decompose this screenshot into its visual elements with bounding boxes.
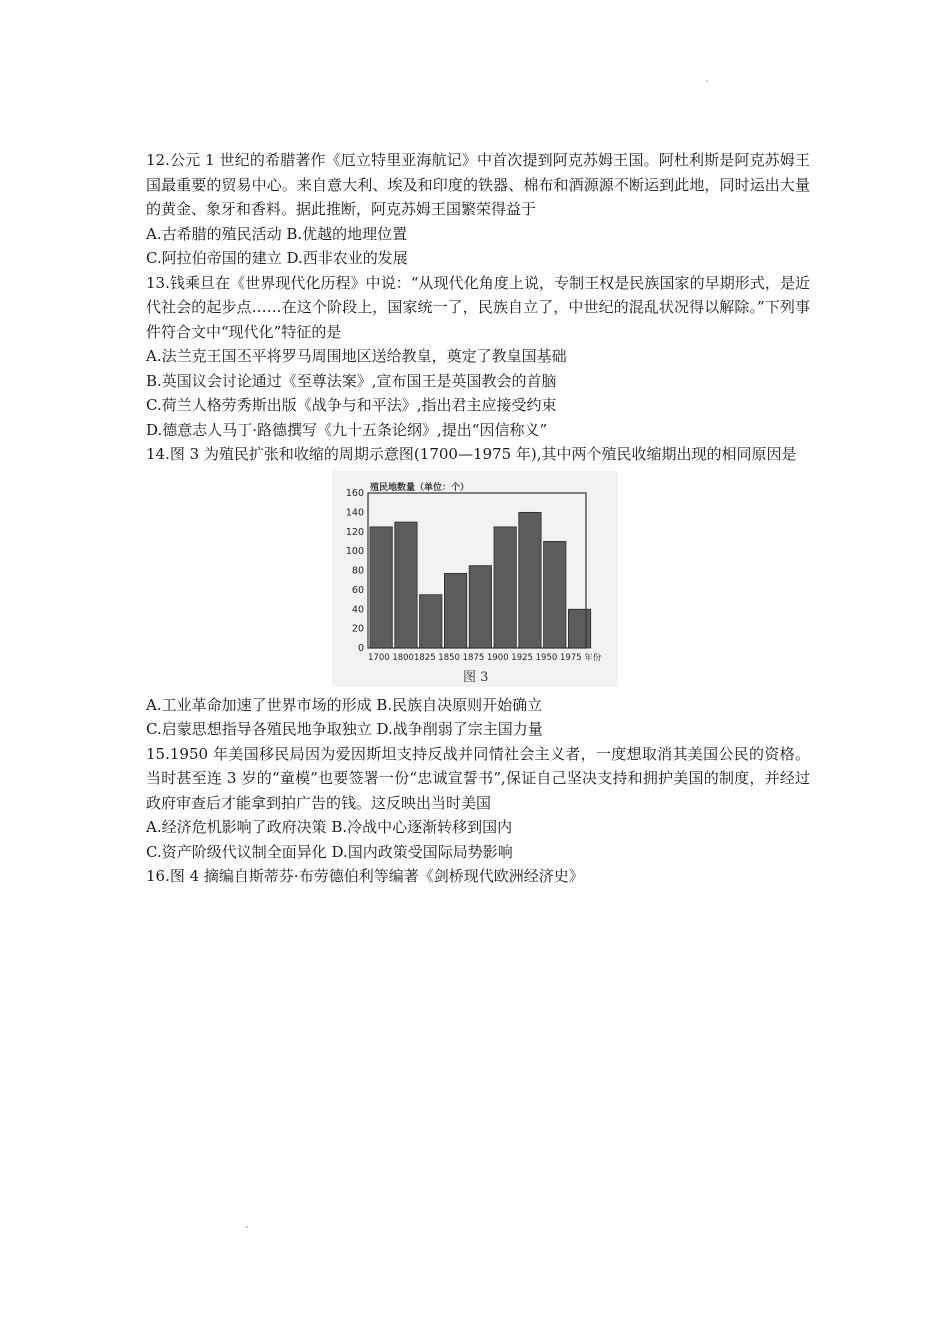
bar-1900: [494, 526, 516, 647]
y-tick-label: 140: [345, 506, 364, 518]
bar-1800: [395, 522, 417, 648]
q16-stem: 16.图 4 摘编自斯蒂芬·布劳德伯利等编著《剑桥现代欧洲经济史》: [146, 867, 584, 885]
scan-speck: [706, 80, 708, 82]
y-tick-label: 80: [351, 565, 364, 576]
q12-option-ab: A.古希腊的殖民活动 B.优越的地理位置: [146, 224, 408, 243]
y-tick-label: 60: [351, 584, 364, 596]
q13-option-c: C.荷兰人格劳秀斯出版《战争与和平法》,指出君主应接受约束: [146, 396, 557, 414]
bar-1950: [544, 541, 566, 648]
question-content: [146, 148, 810, 889]
q14-option-cd: C.启蒙思想指导各殖民地争取独立 D.战争削弱了宗主国力量: [146, 720, 543, 738]
scan-speck: [246, 1226, 248, 1228]
chart-title: 殖民地数量（单位：个）: [370, 482, 470, 493]
bar-1925: [519, 512, 541, 648]
colony-bar-chart: [332, 471, 618, 687]
q13-option-b: B.英国议会讨论通过《至尊法案》,宣布国王是英国教会的首脑: [146, 371, 557, 390]
figure-caption: 图 3: [463, 669, 489, 685]
y-tick-label: 100: [345, 545, 364, 557]
q13-stem: 13.钱乘旦在《世界现代化历程》中说：“从现代化角度上说，专制王权是民族国家的早期形式，是近代社会的起步点……在这个阶段上，国家统一了，民族自立了，中世纪的混乱状况得以解除。”下列事件符合文中“现代化”特征的是: [146, 273, 810, 341]
q12-option-cd: C.阿拉伯帝国的建立 D.西非农业的发展: [146, 249, 408, 267]
figure-3: [332, 471, 618, 687]
q13-option-d: D.德意志人马丁·路德撰写《九十五条论纲》,提出“因信称义”: [146, 420, 548, 439]
q15-option-cd: C.资产阶级代议制全面异化 D.国内政策受国际局势影响: [146, 842, 513, 861]
q13-option-a: A.法兰克王国丕平将罗马周围地区送给教皇，奠定了教皇国基础: [146, 347, 567, 365]
bar-1875: [469, 565, 491, 647]
q14-stem: 14.图 3 为殖民扩张和收缩的周期示意图(1700—1975 年),其中两个殖民收缩期出现的相同原因是: [146, 445, 797, 463]
q15-stem: 15.1950 年美国移民局因为爱因斯坦支持反战并同情社会主义者，一度想取消其美国公民的资格。当时甚至连 3 岁的“童模”也要签署一份“忠诚宣誓书”,保证自己坚决支持和拥护美国的制度，并经过政府审查后才能拿到拍广告的钱。这反映出当时美国: [146, 744, 810, 812]
y-tick-label: 160: [345, 487, 364, 499]
q15-option-ab: A.经济危机影响了政府决策 B.冷战中心逐渐转移到国内: [146, 818, 513, 836]
bar-1975: [568, 609, 590, 648]
q14-option-ab: A.工业革命加速了世界市场的形成 B.民族自决原则开始确立: [146, 695, 543, 714]
bar-1700: [370, 526, 392, 647]
x-tick-labels: 1700 18001825 1850 1875 1900 1925 1950 1975 年份: [368, 652, 602, 663]
bar-1850: [444, 573, 466, 648]
bar-1825: [420, 594, 442, 647]
y-tick-label: 120: [345, 526, 364, 538]
y-tick-label: 40: [351, 603, 364, 615]
y-tick-label: 0: [357, 642, 364, 654]
q12-stem: 12.公元 1 世纪的希腊著作《厄立特里亚海航记》中首次提到阿克苏姆王国。阿杜利斯是阿克苏姆王国最重要的贸易中心。来自意大利、埃及和印度的铁器、棉布和酒源源不断运到此地，同时运出大量的黄金、象牙和香料。据此推断，阿克苏姆王国繁荣得益于: [146, 151, 810, 218]
y-tick-label: 20: [351, 623, 364, 635]
